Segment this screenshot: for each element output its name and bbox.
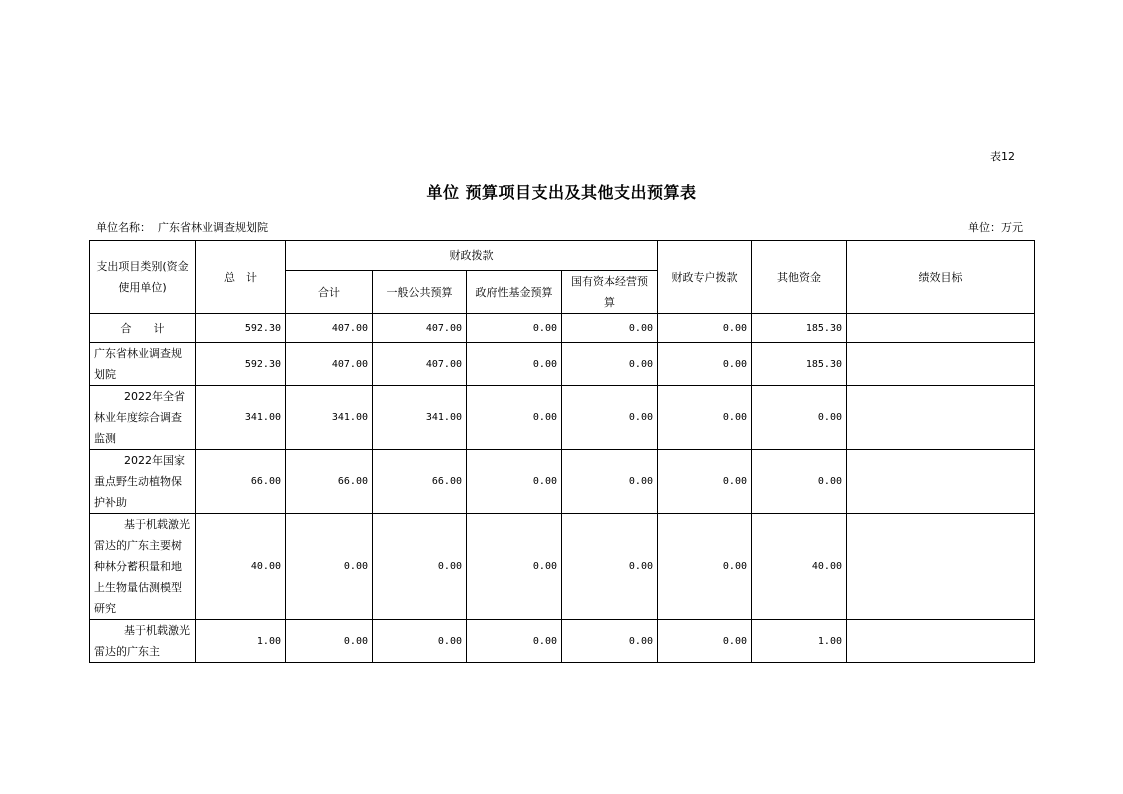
cell-total: 66.00 — [196, 450, 286, 514]
cell-other: 1.00 — [752, 620, 847, 663]
cell-general: 66.00 — [373, 450, 467, 514]
header-category: 支出项目类别(资金使用单位) — [90, 241, 196, 314]
cell-state-capital: 0.00 — [562, 386, 658, 450]
cell-performance — [847, 450, 1035, 514]
cell-other: 185.30 — [752, 343, 847, 386]
page-title: 单位 预算项目支出及其他支出预算表 — [426, 183, 697, 202]
header-general-budget: 一般公共预算 — [373, 271, 467, 314]
cell-general: 407.00 — [373, 343, 467, 386]
cell-state-capital: 0.00 — [562, 514, 658, 620]
cell-general: 0.00 — [373, 620, 467, 663]
header-other-funds: 其他资金 — [752, 241, 847, 314]
unit-name-value: 广东省林业调查规划院 — [158, 221, 268, 234]
header-fiscal-subtotal: 合计 — [286, 271, 373, 314]
cell-total: 341.00 — [196, 386, 286, 450]
cell-subtotal: 407.00 — [286, 343, 373, 386]
header-performance: 绩效目标 — [847, 241, 1035, 314]
cell-special: 0.00 — [658, 386, 752, 450]
table-row — [90, 386, 1035, 450]
cell-subtotal: 66.00 — [286, 450, 373, 514]
cell-other: 0.00 — [752, 450, 847, 514]
header-fiscal-group: 财政拨款 — [286, 241, 658, 271]
cell-performance — [847, 620, 1035, 663]
cell-special: 0.00 — [658, 343, 752, 386]
amount-unit: 单位：万元 — [968, 221, 1023, 234]
cell-general: 407.00 — [373, 314, 467, 343]
row-name: 合 计 — [90, 314, 196, 343]
cell-other: 0.00 — [752, 386, 847, 450]
header-state-capital: 国有资本经营预算 — [562, 271, 658, 314]
table-number: 表12 — [990, 150, 1015, 163]
cell-other: 185.30 — [752, 314, 847, 343]
row-name: 基于机载激光雷达的广东主 — [90, 620, 196, 663]
cell-special: 0.00 — [658, 514, 752, 620]
table-row — [90, 314, 1035, 343]
cell-general: 341.00 — [373, 386, 467, 450]
cell-gov-fund: 0.00 — [467, 450, 562, 514]
table-row — [90, 620, 1035, 663]
cell-subtotal: 0.00 — [286, 620, 373, 663]
row-name: 2022年全省林业年度综合调查监测 — [90, 386, 196, 450]
row-name: 广东省林业调查规划院 — [90, 343, 196, 386]
cell-state-capital: 0.00 — [562, 343, 658, 386]
cell-subtotal: 0.00 — [286, 514, 373, 620]
header-special-fiscal: 财政专户拨款 — [658, 241, 752, 314]
unit-name-label: 单位名称： — [96, 221, 151, 234]
table-row — [90, 514, 1035, 620]
table-row — [90, 343, 1035, 386]
cell-gov-fund: 0.00 — [467, 514, 562, 620]
table-row — [90, 450, 1035, 514]
header-gov-fund: 政府性基金预算 — [467, 271, 562, 314]
cell-other: 40.00 — [752, 514, 847, 620]
cell-total: 592.30 — [196, 343, 286, 386]
cell-gov-fund: 0.00 — [467, 620, 562, 663]
cell-subtotal: 407.00 — [286, 314, 373, 343]
budget-table — [89, 240, 1035, 663]
cell-special: 0.00 — [658, 314, 752, 343]
cell-state-capital: 0.00 — [562, 314, 658, 343]
row-name: 基于机载激光雷达的广东主要树种林分蓄积量和地上生物量估测模型研究 — [90, 514, 196, 620]
cell-performance — [847, 386, 1035, 450]
cell-gov-fund: 0.00 — [467, 343, 562, 386]
unit-name — [96, 219, 268, 235]
cell-special: 0.00 — [658, 450, 752, 514]
cell-special: 0.00 — [658, 620, 752, 663]
cell-performance — [847, 314, 1035, 343]
cell-gov-fund: 0.00 — [467, 386, 562, 450]
cell-total: 40.00 — [196, 514, 286, 620]
cell-state-capital: 0.00 — [562, 450, 658, 514]
row-name: 2022年国家重点野生动植物保护补助 — [90, 450, 196, 514]
cell-performance — [847, 514, 1035, 620]
cell-state-capital: 0.00 — [562, 620, 658, 663]
cell-gov-fund: 0.00 — [467, 314, 562, 343]
cell-total: 1.00 — [196, 620, 286, 663]
cell-subtotal: 341.00 — [286, 386, 373, 450]
header-total: 总 计 — [196, 241, 286, 314]
cell-total: 592.30 — [196, 314, 286, 343]
cell-performance — [847, 343, 1035, 386]
cell-general: 0.00 — [373, 514, 467, 620]
